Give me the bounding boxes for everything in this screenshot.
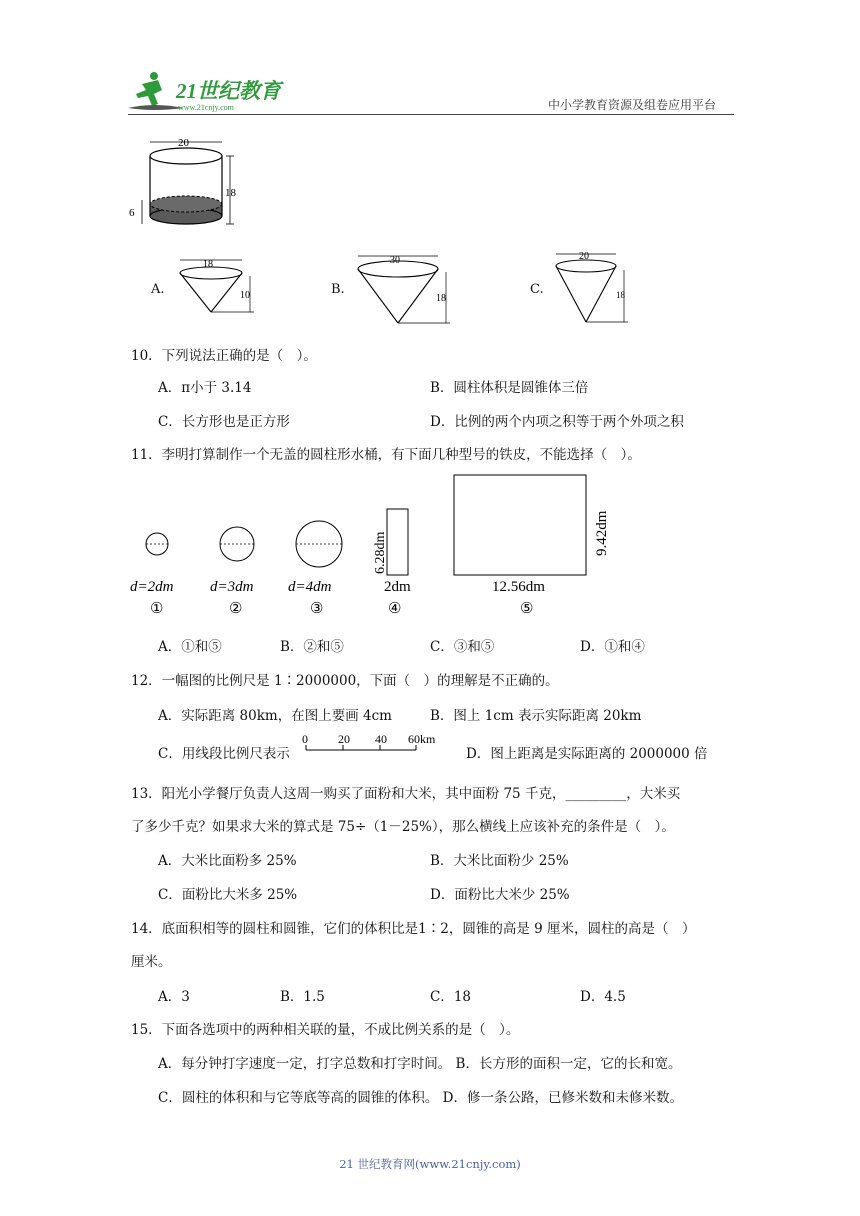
circle-2-number: ② xyxy=(229,601,243,617)
q14-line-2: 厘米。 xyxy=(131,954,172,970)
rect-5-height-label: 9.42dm xyxy=(594,510,610,556)
q11-option-c[interactable]: C．③和⑤ xyxy=(430,639,495,655)
cone-option-a[interactable] xyxy=(172,256,262,336)
q12-stem: 12．一幅图的比例尺是 1∶2000000，下面（ ）的理解是不正确的。 xyxy=(131,673,559,689)
q15-stem: 15．下面各选项中的两种相关联的量，不成比例关系的是（ ）。 xyxy=(131,1022,520,1038)
cylinder-diameter-label: 20 xyxy=(178,137,189,149)
circle-3-label: d=4dm xyxy=(288,579,332,595)
q13-line-2: 了多少千克？如果求大米的算式是 75÷（1－25%），那么横线上应该补充的条件是（ ）。 xyxy=(131,819,675,835)
water-height-label: 6 xyxy=(129,207,135,219)
logo-text: 21世纪教育 xyxy=(176,79,281,103)
platform-name: 中小学教育资源及组卷应用平台 xyxy=(548,98,717,112)
site-logo[interactable] xyxy=(124,68,294,116)
q13-line-1: 13．阳光小学餐厅负责人这周一购买了面粉和大米，其中面粉 75 千克，_________，大米买 xyxy=(131,786,681,802)
q14-option-b[interactable]: B．1.5 xyxy=(280,989,325,1005)
footer-link[interactable]: 21 世纪教育网(www.21cnjy.com) xyxy=(339,1157,521,1171)
cone-option-c[interactable] xyxy=(552,248,642,328)
q14-line-1: 14．底面积相等的圆柱和圆锥，它们的体积比是1∶2，圆锥的高是 9 厘米，圆柱的高是（ ） xyxy=(131,921,696,937)
header-divider xyxy=(128,114,734,115)
circle-2-label: d=3dm xyxy=(210,579,254,595)
sheet-metal-figure xyxy=(120,468,620,624)
rect-4-height-label: 6.28dm xyxy=(373,531,388,574)
q10-option-b[interactable]: B．圆柱体积是圆锥体三倍 xyxy=(430,380,589,396)
cone-option-b[interactable] xyxy=(350,250,460,330)
q12-option-b[interactable]: B．图上 1cm 表示实际距离 20km xyxy=(430,708,642,724)
scale-tick-0: 0 xyxy=(302,732,308,746)
cone-c-height-label: 18 xyxy=(616,290,625,300)
cone-b-top-label: 30 xyxy=(390,255,400,266)
cylinder-height-label: 18 xyxy=(225,187,236,199)
circle-1-label: d=2dm xyxy=(130,579,174,595)
option-a-letter[interactable]: A. xyxy=(151,282,165,297)
q11-option-b[interactable]: B．②和⑤ xyxy=(280,639,344,655)
q15-options-ab[interactable]: A．每分钟打字速度一定，打字总数和打字时间。 B．长方形的面积一定，它的长和宽。 xyxy=(158,1056,682,1072)
q11-stem: 11．李明打算制作一个无盖的圆柱形水桶，有下面几种型号的铁皮，不能选择（ ）。 xyxy=(131,447,641,463)
scale-tick-2: 40 xyxy=(375,732,387,746)
q10-stem: 10．下列说法正确的是（ ）。 xyxy=(131,348,317,364)
q13-option-b[interactable]: B．大米比面粉少 25% xyxy=(430,853,569,869)
q12-option-a[interactable]: A．实际距离 80km，在图上要画 4cm xyxy=(158,708,392,724)
rect-4-number: ④ xyxy=(388,601,402,617)
scale-bar xyxy=(298,732,450,764)
q13-option-d[interactable]: D．面粉比大米少 25% xyxy=(430,887,570,903)
q11-option-d[interactable]: D．①和④ xyxy=(580,639,645,655)
cone-a-top-label: 18 xyxy=(203,259,213,270)
option-c-letter[interactable]: C. xyxy=(530,282,544,297)
q14-option-d[interactable]: D．4.5 xyxy=(580,989,626,1005)
q10-option-a[interactable]: A．π小于 3.14 xyxy=(158,380,252,396)
q14-option-c[interactable]: C．18 xyxy=(430,989,472,1005)
rect-5-number: ⑤ xyxy=(520,601,534,617)
circle-3-number: ③ xyxy=(310,601,324,617)
cone-b-height-label: 18 xyxy=(436,293,446,304)
q15-options-cd[interactable]: C．圆柱的体积和与它等底等高的圆锥的体积。 D．修一条公路，已修米数和未修米数。 xyxy=(158,1090,683,1106)
cylinder-figure xyxy=(126,134,246,234)
cone-c-top-label: 20 xyxy=(579,251,589,262)
q12-option-d[interactable]: D．图上距离是实际距离的 2000000 倍 xyxy=(466,746,708,762)
q10-option-c[interactable]: C．长方形也是正方形 xyxy=(158,414,290,430)
scale-tick-1: 20 xyxy=(338,732,350,746)
q11-option-a[interactable]: A．①和⑤ xyxy=(158,639,222,655)
q13-option-c[interactable]: C．面粉比大米多 25% xyxy=(158,887,298,903)
logo-url: www.21cnjy.com xyxy=(178,103,234,112)
scale-tick-3: 60km xyxy=(408,732,436,746)
cone-a-height-label: 10 xyxy=(240,290,250,301)
rect-5-width-label: 12.56dm xyxy=(492,579,545,595)
q10-option-d[interactable]: D．比例的两个内项之积等于两个外项之积 xyxy=(430,414,684,430)
q14-option-a[interactable]: A．3 xyxy=(158,989,190,1005)
circle-1-number: ① xyxy=(150,601,164,617)
rect-4-width-label: 2dm xyxy=(384,579,411,595)
q12-option-c[interactable]: C．用线段比例尺表示 xyxy=(158,746,290,762)
q13-option-a[interactable]: A．大米比面粉多 25% xyxy=(158,853,297,869)
option-b-letter[interactable]: B. xyxy=(331,282,345,297)
